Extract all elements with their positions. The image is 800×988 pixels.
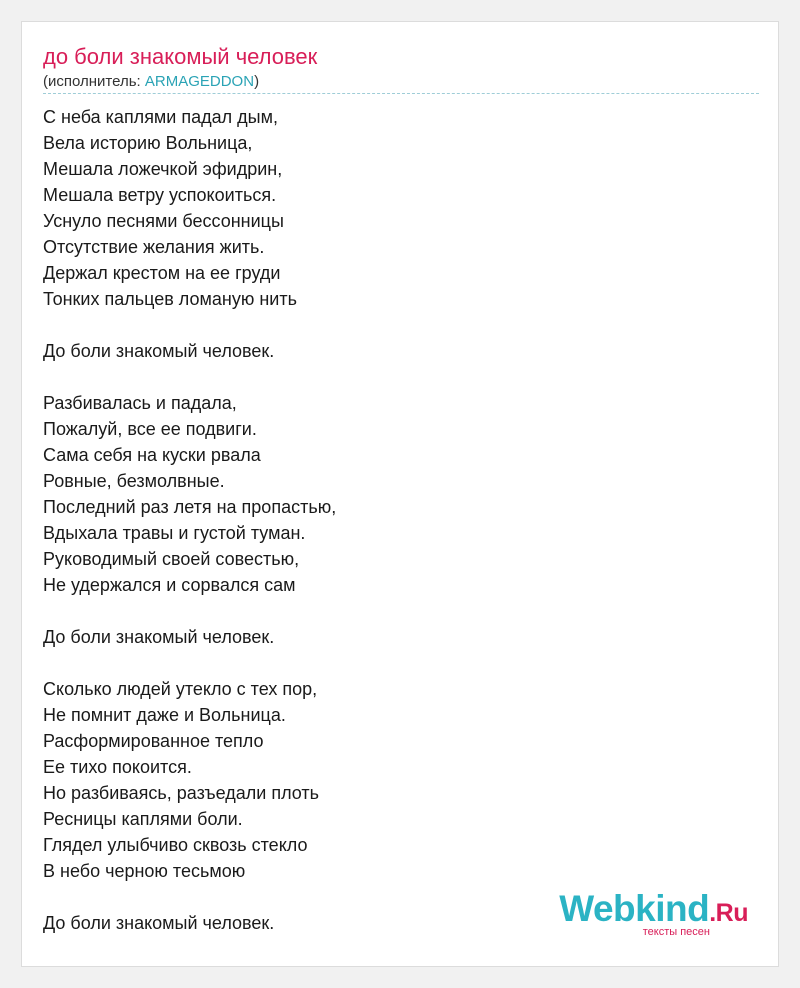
lyric-line: Не помнит даже и Вольница.: [43, 705, 286, 725]
lyric-line: В небо черною тесьмою: [43, 861, 246, 881]
lyric-line: Держал крестом на ее груди: [43, 263, 281, 283]
lyric-line: Отсутствие желания жить.: [43, 237, 265, 257]
lyric-line: С неба каплями падал дым,: [43, 107, 278, 127]
logo-tld: .Ru: [709, 899, 748, 927]
lyric-line: Ее тихо покоится.: [43, 757, 192, 777]
lyric-line: Вдыхала травы и густой туман.: [43, 523, 306, 543]
artist-prefix: (исполнитель:: [43, 73, 145, 90]
lyric-line: Но разбиваясь, разъедали плоть: [43, 783, 320, 803]
lyric-line: Не удержался и сорвался сам: [43, 575, 296, 595]
lyric-line: Ровные, безмолвные.: [43, 471, 225, 491]
lyric-line: Пожалуй, все ее подвиги.: [43, 419, 257, 439]
artist-link[interactable]: ARMAGEDDON: [144, 73, 255, 90]
lyric-line: Руководимый своей совестью,: [43, 549, 300, 569]
lyric-blank-line: [43, 650, 743, 676]
logo-tagline: тексты песен: [642, 926, 710, 938]
lyric-line: Разбивалась и падала,: [43, 393, 237, 413]
lyric-line: Последний раз летя на пропастью,: [43, 497, 337, 517]
lyric-line: Расформированное тепло: [43, 731, 264, 751]
site-logo[interactable]: [559, 890, 748, 938]
artist-line: [43, 72, 259, 92]
artist-suffix: ): [254, 73, 260, 90]
lyric-line: До боли знакомый человек.: [43, 627, 275, 647]
lyric-line: Тонких пальцев ломаную нить: [43, 289, 297, 309]
lyric-line: До боли знакомый человек.: [43, 913, 275, 933]
lyric-line: Мешала ветру успокоиться.: [43, 185, 277, 205]
logo-main-text: Webkind: [559, 888, 710, 929]
lyric-line: Сама себя на куски рвала: [43, 445, 261, 465]
title-divider: [43, 93, 759, 94]
lyric-line: Ресницы каплями боли.: [43, 809, 243, 829]
lyrics-card: [21, 21, 779, 967]
lyric-blank-line: [43, 364, 743, 390]
lyric-line: Уснуло песнями бессонницы: [43, 211, 284, 231]
lyric-blank-line: [43, 598, 743, 624]
lyric-line: До боли знакомый человек.: [43, 341, 275, 361]
lyric-line: Мешала ложечкой эфидрин,: [43, 159, 283, 179]
lyric-line: Глядел улыбчиво сквозь стекло: [43, 835, 308, 855]
lyric-line: Вела историю Вольница,: [43, 133, 253, 153]
lyric-line: Сколько людей утекло с тех пор,: [43, 679, 318, 699]
lyric-blank-line: [43, 312, 743, 338]
lyrics-text: [43, 104, 743, 936]
song-title: до боли знакомый человек: [43, 44, 318, 69]
